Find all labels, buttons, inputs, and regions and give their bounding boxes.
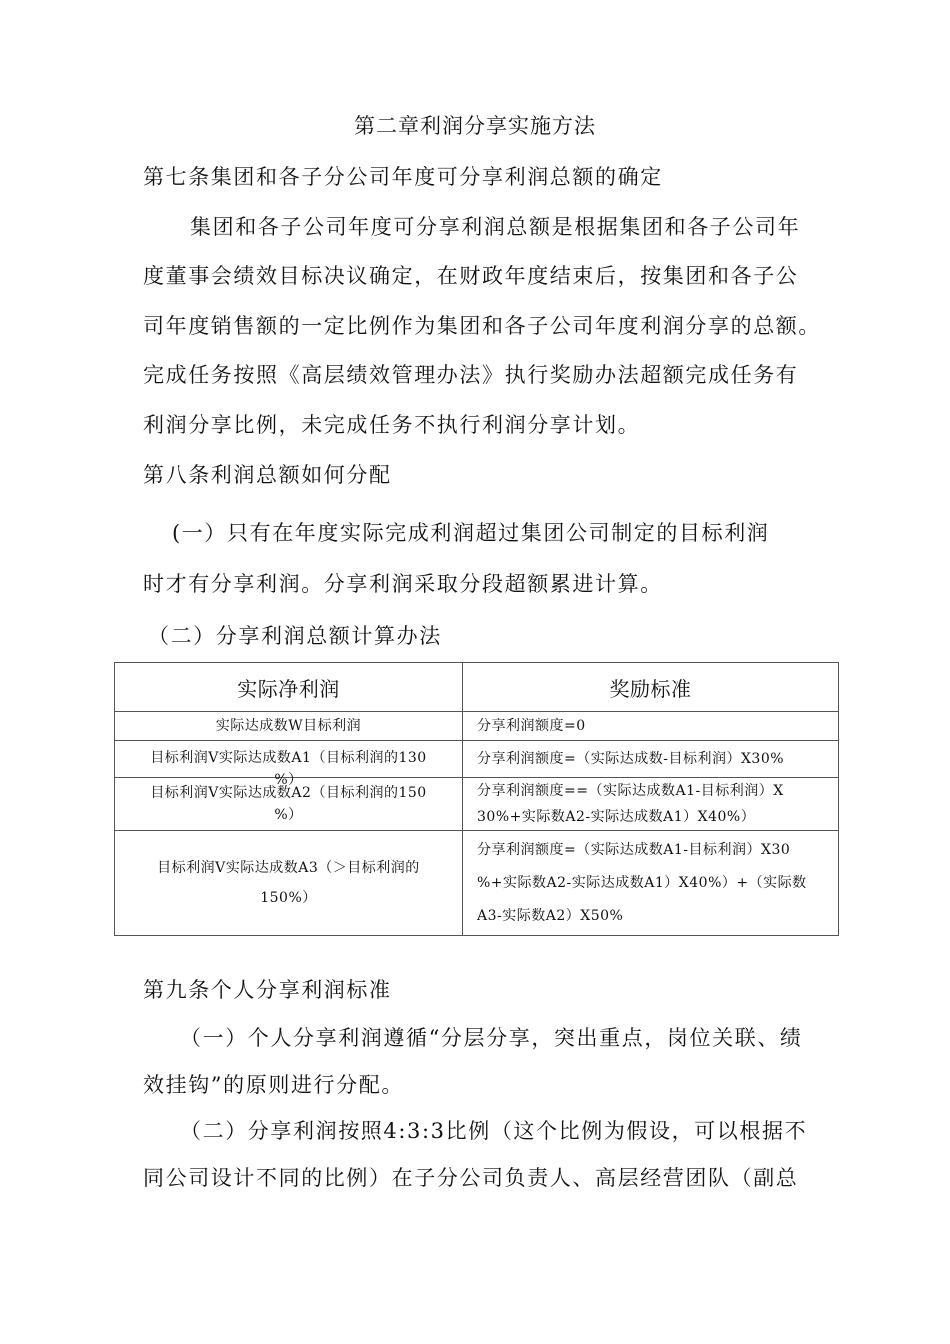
article8-item1-line-1: (一）只有在年度实际完成利润超过集团公司制定的目标利润 (172, 521, 770, 545)
table-row (115, 712, 839, 741)
net-profit-cell (115, 741, 463, 788)
article9-item1-line-2: 效挂钩”的原则进行分配。 (143, 1073, 404, 1097)
article7-line-5: 利润分享比例，未完成任务不执行利润分享计划。 (143, 413, 641, 437)
article8-item2: （二）分享利润总额计算办法 (148, 624, 442, 648)
net-profit-cell (115, 712, 463, 741)
article9-item1-line-1: （一）个人分享利润遵循“分层分享，突出重点，岗位关联、绩 (180, 1026, 803, 1050)
reward-standard-cell (463, 778, 839, 831)
article7-line-1: 集团和各子公司年度可分享利润总额是根据集团和各子公司年 (190, 215, 801, 239)
cell-line: A3-实际数A2）X50% (477, 907, 624, 924)
net-profit-cell (115, 778, 463, 831)
table-row (115, 778, 839, 831)
cell-line: 目标利润V实际达成数A1（目标利润的130 (150, 750, 427, 766)
reward-standard-cell (463, 741, 839, 778)
cell-line: 目标利润V实际达成数A3（＞目标利润的 (157, 860, 420, 876)
cell-line: 分享利润额度==（实际达成数A1-目标利润）X (477, 783, 784, 799)
reward-standard-cell (463, 831, 839, 936)
cell-line: 分享利润额度=（实际达成数A1-目标利润）X30 (477, 841, 791, 858)
cell-line: 实际达成数W目标利润 (215, 718, 362, 734)
cell-line: 目标利润V实际达成数A2（目标利润的150 (150, 785, 427, 801)
cell-line: %） (274, 807, 303, 823)
article7-line-2: 度董事会绩效目标决议确定，在财政年度结束后，按集团和各子公 (143, 264, 799, 288)
cell-line: 分享利润额度=（实际达成数-目标利润）X30% (477, 751, 785, 767)
reward-standard-cell (463, 712, 839, 741)
article9-item2-line-1: （二）分享利润按照4:3:3比例（这个比例为假设，可以根据不 (180, 1119, 808, 1143)
article8-heading: 第八条利润总额如何分配 (143, 463, 392, 487)
column-header-net-profit: 实际净利润 (115, 663, 463, 712)
article8-item1-line-2: 时才有分享利润。分享利润采取分段超额累进计算。 (143, 572, 663, 596)
article9-heading: 第九条个人分享利润标准 (143, 978, 392, 1002)
net-profit-cell (115, 831, 463, 936)
article7-heading: 第七条集团和各子分公司年度可分享利润总额的确定 (143, 165, 663, 189)
article7-line-4: 完成任务按照《高层绩效管理办法》执行奖励办法超额完成任务有 (143, 363, 799, 387)
cell-line: 30%+实际数A2-实际达成数A1）X40%） (477, 809, 756, 825)
table-row (115, 831, 839, 936)
table-row (115, 741, 839, 778)
cell-line: %） (274, 772, 303, 788)
cell-line: 分享利润额度=0 (477, 718, 586, 734)
cell-text-clipped (121, 741, 456, 788)
cell-line: 150%） (260, 890, 317, 906)
cell-line: %+实际数A2-实际达成数A1）X40%）+（实际数 (477, 874, 807, 891)
article9-item2-line-2: 同公司设计不同的比例）在子分公司负责人、高层经营团队（副总 (143, 1166, 799, 1190)
column-header-reward-standard: 奖励标准 (463, 663, 839, 712)
table-header-row (115, 663, 839, 712)
profit-share-table (114, 662, 839, 936)
chapter-title: 第二章利润分享实施方法 (354, 114, 596, 138)
article7-line-3: 司年度销售额的一定比例作为集团和各子公司年度利润分享的总额。 (143, 314, 821, 338)
